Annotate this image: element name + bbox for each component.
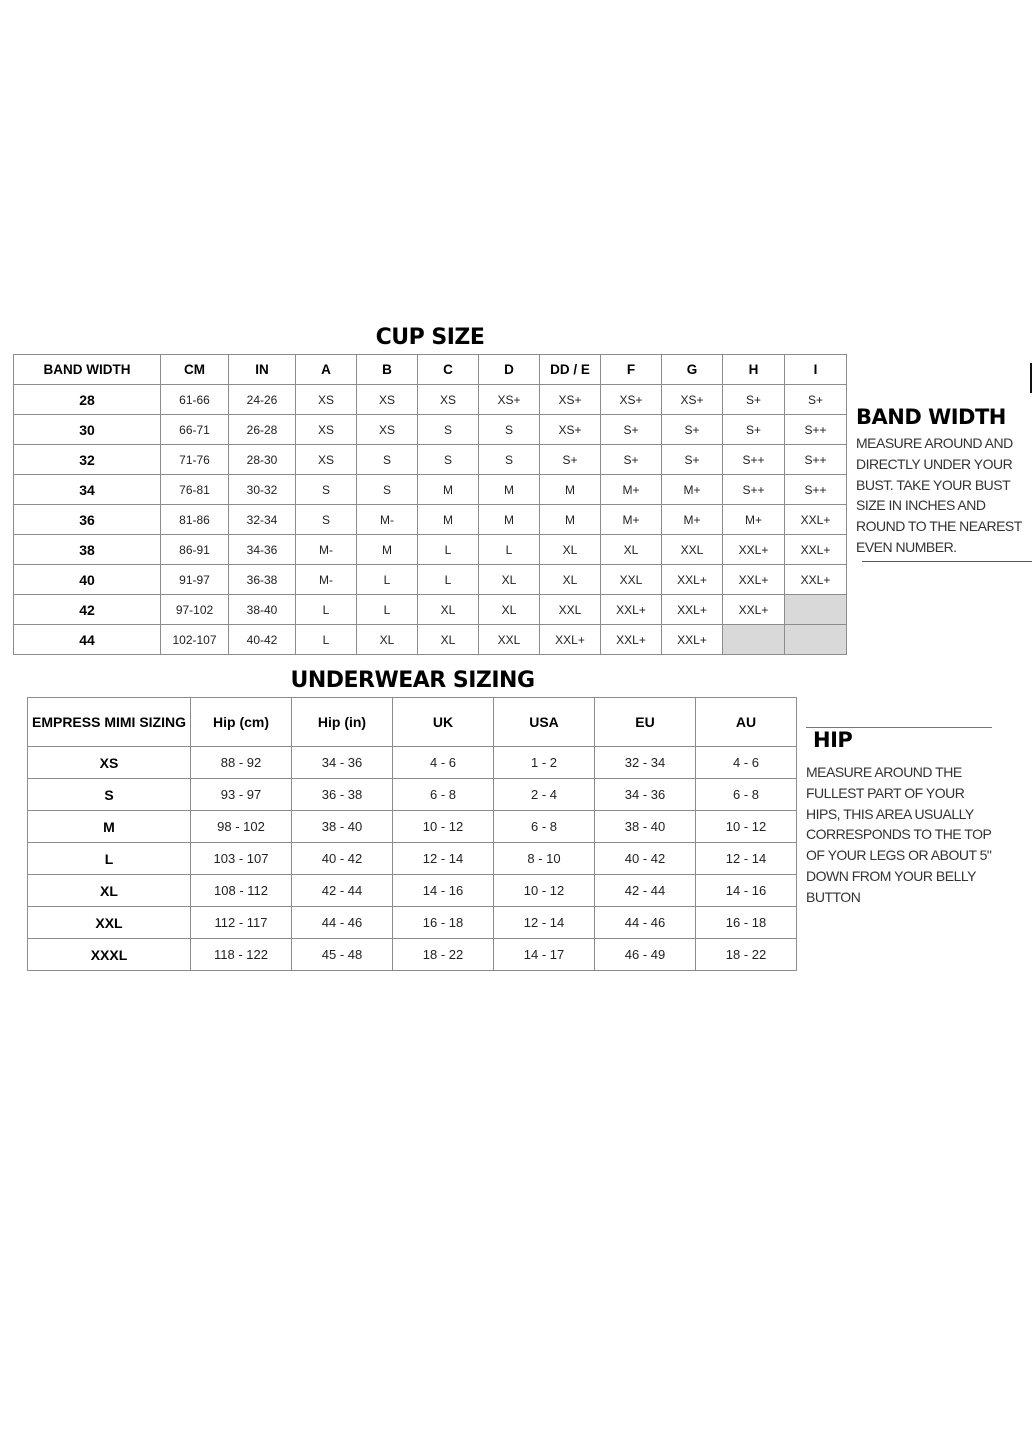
cup-size-column-header: BAND WIDTH (14, 355, 161, 385)
cup-size-row (14, 565, 847, 595)
underwear-cell: 4 - 6 (696, 747, 797, 779)
cup-size-empty-cell (785, 595, 847, 625)
underwear-cell: 18 - 22 (393, 939, 494, 971)
underwear-row-label: XXL (28, 907, 191, 939)
cup-size-cell: XXL+ (662, 565, 723, 595)
cup-size-cell: XS+ (662, 385, 723, 415)
cup-size-cell: XS+ (601, 385, 662, 415)
underwear-row-label: XS (28, 747, 191, 779)
cup-size-cell: S (357, 475, 418, 505)
cup-size-cell: XL (418, 595, 479, 625)
underwear-row (28, 747, 797, 779)
cup-size-cell: L (479, 535, 540, 565)
hip-note-text: MEASURE AROUND THE FULLEST PART OF YOUR HIPS, THIS AREA USUALLY CORRESPONDS TO THE TOP OF YOUR LEGS OR ABOUT 5" DOWN FROM YOUR BELLY BUTTON (806, 764, 992, 905)
underwear-row (28, 843, 797, 875)
cup-size-row-label: 32 (14, 445, 161, 475)
underwear-cell: 103 - 107 (191, 843, 292, 875)
cup-size-empty-cell (785, 625, 847, 655)
underwear-cell: 12 - 14 (494, 907, 595, 939)
cup-size-cell: XXL+ (785, 565, 847, 595)
underwear-cell: 40 - 42 (595, 843, 696, 875)
cup-size-cell: XL (540, 565, 601, 595)
cup-size-row-label: 28 (14, 385, 161, 415)
underwear-cell: 10 - 12 (393, 811, 494, 843)
underwear-cell: 34 - 36 (292, 747, 393, 779)
cup-size-cell: S+ (601, 445, 662, 475)
cup-size-cell: XXL+ (723, 565, 785, 595)
underwear-column-header: AU (696, 698, 797, 747)
cup-size-cell: XXL+ (785, 535, 847, 565)
cup-size-row (14, 505, 847, 535)
cup-size-cell: M (357, 535, 418, 565)
cup-size-cell: 86-91 (161, 535, 229, 565)
underwear-cell: 118 - 122 (191, 939, 292, 971)
cup-size-cell: XS+ (479, 385, 540, 415)
cup-size-cell: S+ (785, 385, 847, 415)
cup-size-row (14, 625, 847, 655)
cup-size-cell: S (296, 475, 357, 505)
cup-size-cell: M+ (601, 475, 662, 505)
cup-size-cell: XL (479, 595, 540, 625)
cup-size-cell: S+ (662, 415, 723, 445)
underwear-cell: 88 - 92 (191, 747, 292, 779)
cup-size-cell: 76-81 (161, 475, 229, 505)
underwear-cell: 32 - 34 (595, 747, 696, 779)
cup-size-column-header: B (357, 355, 418, 385)
underwear-cell: 18 - 22 (696, 939, 797, 971)
underwear-cell: 14 - 16 (696, 875, 797, 907)
cup-size-cell: S (418, 445, 479, 475)
cup-size-cell: M (418, 475, 479, 505)
cup-size-cell: 26-28 (229, 415, 296, 445)
cup-size-cell: S++ (723, 475, 785, 505)
cup-size-row (14, 475, 847, 505)
cup-size-cell: S (479, 415, 540, 445)
underwear-column-header: Hip (cm) (191, 698, 292, 747)
underwear-cell: 16 - 18 (393, 907, 494, 939)
cup-size-column-header: D (479, 355, 540, 385)
cup-size-cell: S+ (540, 445, 601, 475)
underwear-row (28, 875, 797, 907)
cup-size-cell: XXL+ (723, 535, 785, 565)
cup-size-cell: L (357, 595, 418, 625)
cup-size-cell: XS (357, 385, 418, 415)
cup-size-row-label: 36 (14, 505, 161, 535)
cup-size-column-header: G (662, 355, 723, 385)
underwear-row-label: M (28, 811, 191, 843)
cup-size-cell: S (296, 505, 357, 535)
cup-size-cell: S++ (785, 445, 847, 475)
cup-size-cell: M (479, 505, 540, 535)
cup-size-cell: XS+ (540, 385, 601, 415)
underwear-cell: 44 - 46 (292, 907, 393, 939)
underwear-cell: 42 - 44 (292, 875, 393, 907)
underwear-cell: 12 - 14 (696, 843, 797, 875)
cup-size-cell: 32-34 (229, 505, 296, 535)
cup-size-row (14, 535, 847, 565)
band-width-note-heading: BAND WIDTH (856, 405, 1006, 429)
cup-size-cell: M (418, 505, 479, 535)
cup-size-row-label: 40 (14, 565, 161, 595)
cup-size-cell: 38-40 (229, 595, 296, 625)
cup-size-cell: XS+ (540, 415, 601, 445)
cup-size-cell: XL (357, 625, 418, 655)
cup-size-cell: XXL+ (662, 595, 723, 625)
underwear-row (28, 811, 797, 843)
cup-size-cell: 36-38 (229, 565, 296, 595)
cup-size-cell: S (479, 445, 540, 475)
cup-size-cell: XXL+ (540, 625, 601, 655)
cup-size-cell: XXL+ (785, 505, 847, 535)
underwear-cell: 6 - 8 (494, 811, 595, 843)
cup-size-row (14, 385, 847, 415)
underwear-cell: 108 - 112 (191, 875, 292, 907)
cup-size-cell: XL (540, 535, 601, 565)
cup-size-cell: XXL+ (662, 625, 723, 655)
underwear-cell: 36 - 38 (292, 779, 393, 811)
underwear-cell: 112 - 117 (191, 907, 292, 939)
cup-size-header-row (14, 355, 847, 385)
underwear-cell: 1 - 2 (494, 747, 595, 779)
underwear-cell: 14 - 16 (393, 875, 494, 907)
underwear-cell: 40 - 42 (292, 843, 393, 875)
cup-size-cell: XXL+ (601, 595, 662, 625)
cup-size-row-label: 30 (14, 415, 161, 445)
cup-size-cell: 61-66 (161, 385, 229, 415)
underwear-row (28, 939, 797, 971)
cup-size-cell: S (418, 415, 479, 445)
underwear-row-label: XXXL (28, 939, 191, 971)
cup-size-column-header: IN (229, 355, 296, 385)
cup-size-row-label: 44 (14, 625, 161, 655)
cup-size-cell: S (357, 445, 418, 475)
cup-size-empty-cell (723, 625, 785, 655)
cup-size-cell: S+ (662, 445, 723, 475)
cup-size-cell: XS (296, 415, 357, 445)
cup-size-cell: 66-71 (161, 415, 229, 445)
cup-size-column-header: DD / E (540, 355, 601, 385)
cup-size-row-label: 38 (14, 535, 161, 565)
underwear-column-header: Hip (in) (292, 698, 393, 747)
underwear-column-header: UK (393, 698, 494, 747)
cup-size-cell: S+ (723, 415, 785, 445)
underwear-cell: 8 - 10 (494, 843, 595, 875)
underwear-column-header: EMPRESS MIMI SIZING (28, 698, 191, 747)
underwear-column-header: EU (595, 698, 696, 747)
cup-size-cell: 40-42 (229, 625, 296, 655)
cup-size-cell: XXL (601, 565, 662, 595)
underwear-sizing-title: UNDERWEAR SIZING (290, 668, 535, 693)
underwear-cell: 12 - 14 (393, 843, 494, 875)
cup-size-cell: M- (296, 535, 357, 565)
band-width-note-text: MEASURE AROUND AND DIRECTLY UNDER YOUR BUST. TAKE YOUR BUST SIZE IN INCHES AND ROUND TO THE NEAREST EVEN NUMBER. (856, 435, 1022, 555)
underwear-header-row (28, 698, 797, 747)
underwear-cell: 6 - 8 (393, 779, 494, 811)
cup-size-table (13, 354, 847, 655)
underwear-cell: 2 - 4 (494, 779, 595, 811)
cup-size-cell: XL (601, 535, 662, 565)
cup-size-cell: M (540, 505, 601, 535)
band-width-underline (862, 561, 1032, 562)
cup-size-cell: XL (418, 625, 479, 655)
cup-size-cell: 97-102 (161, 595, 229, 625)
cup-size-cell: M+ (723, 505, 785, 535)
cup-size-cell: 102-107 (161, 625, 229, 655)
cup-size-row (14, 445, 847, 475)
cup-size-cell: M+ (601, 505, 662, 535)
underwear-cell: 38 - 40 (292, 811, 393, 843)
cup-size-cell: M- (357, 505, 418, 535)
cup-size-cell: S++ (785, 475, 847, 505)
cup-size-column-header: A (296, 355, 357, 385)
cup-size-cell: L (418, 565, 479, 595)
cup-size-cell: 24-26 (229, 385, 296, 415)
cup-size-cell: XS (418, 385, 479, 415)
band-width-tick-mark (1030, 363, 1032, 393)
cup-size-cell: L (296, 595, 357, 625)
underwear-cell: 45 - 48 (292, 939, 393, 971)
underwear-cell: 93 - 97 (191, 779, 292, 811)
underwear-cell: 10 - 12 (494, 875, 595, 907)
underwear-cell: 98 - 102 (191, 811, 292, 843)
cup-size-cell: S++ (785, 415, 847, 445)
underwear-cell: 38 - 40 (595, 811, 696, 843)
underwear-cell: 44 - 46 (595, 907, 696, 939)
cup-size-cell: XXL (662, 535, 723, 565)
cup-size-cell: M+ (662, 505, 723, 535)
underwear-row-label: S (28, 779, 191, 811)
underwear-cell: 46 - 49 (595, 939, 696, 971)
cup-size-cell: S+ (723, 385, 785, 415)
cup-size-cell: S+ (601, 415, 662, 445)
cup-size-cell: XS (357, 415, 418, 445)
cup-size-cell: 34-36 (229, 535, 296, 565)
cup-size-cell: M- (296, 565, 357, 595)
cup-size-column-header: H (723, 355, 785, 385)
underwear-cell: 10 - 12 (696, 811, 797, 843)
underwear-row (28, 907, 797, 939)
cup-size-cell: 81-86 (161, 505, 229, 535)
underwear-cell: 4 - 6 (393, 747, 494, 779)
cup-size-row (14, 595, 847, 625)
cup-size-column-header: C (418, 355, 479, 385)
cup-size-cell: XL (479, 565, 540, 595)
underwear-cell: 14 - 17 (494, 939, 595, 971)
cup-size-cell: XS (296, 385, 357, 415)
cup-size-cell: XS (296, 445, 357, 475)
cup-size-cell: 71-76 (161, 445, 229, 475)
hip-note-heading: HIP (813, 728, 853, 752)
cup-size-cell: L (296, 625, 357, 655)
underwear-sizing-table (27, 697, 797, 971)
cup-size-cell: 30-32 (229, 475, 296, 505)
underwear-column-header: USA (494, 698, 595, 747)
underwear-cell: 16 - 18 (696, 907, 797, 939)
cup-size-row-label: 34 (14, 475, 161, 505)
cup-size-cell: XXL+ (723, 595, 785, 625)
cup-size-column-header: CM (161, 355, 229, 385)
cup-size-cell: L (418, 535, 479, 565)
underwear-cell: 6 - 8 (696, 779, 797, 811)
cup-size-cell: XXL (479, 625, 540, 655)
underwear-cell: 34 - 36 (595, 779, 696, 811)
cup-size-column-header: F (601, 355, 662, 385)
cup-size-cell: M+ (662, 475, 723, 505)
cup-size-row-label: 42 (14, 595, 161, 625)
underwear-row-label: XL (28, 875, 191, 907)
underwear-row (28, 779, 797, 811)
underwear-cell: 42 - 44 (595, 875, 696, 907)
cup-size-cell: M (479, 475, 540, 505)
cup-size-cell: M (540, 475, 601, 505)
underwear-row-label: L (28, 843, 191, 875)
cup-size-cell: XXL (540, 595, 601, 625)
cup-size-row (14, 415, 847, 445)
cup-size-cell: 91-97 (161, 565, 229, 595)
cup-size-cell: 28-30 (229, 445, 296, 475)
cup-size-column-header: I (785, 355, 847, 385)
cup-size-title: CUP SIZE (375, 325, 485, 350)
cup-size-cell: XXL+ (601, 625, 662, 655)
cup-size-cell: S++ (723, 445, 785, 475)
cup-size-cell: L (357, 565, 418, 595)
